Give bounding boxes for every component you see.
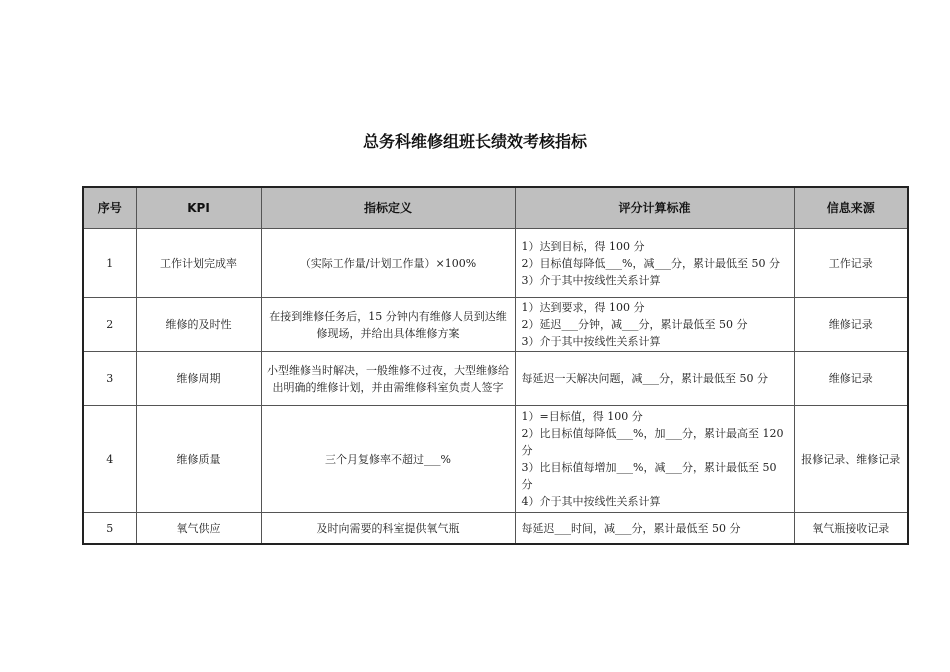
row-number: 3 [83,352,136,406]
kpi-definition: 及时向需要的科室提供氧气瓶 [261,513,515,545]
kpi-definition: 三个月复修率不超过___% [261,406,515,513]
criteria-line: 3）比目标值每增加___%，减___分，累计最低至 50 分 [521,461,777,491]
scoring-criteria [515,406,794,513]
criteria-line: 2）延迟___分钟，减___分，累计最低至 50 分 [521,318,748,331]
table-row [83,352,908,406]
scoring-criteria [515,298,794,352]
kpi-name: 维修的及时性 [136,298,261,352]
document-title: 总务科维修组班长绩效考核指标 [362,132,587,151]
row-number: 1 [83,229,136,298]
criteria-line: 1）达到目标，得 100 分 [521,239,645,253]
criteria-line: 4）介于其中按线性关系计算 [521,495,661,508]
criteria-line: 3）介于其中按线性关系计算 [521,273,661,287]
table-header-row [83,187,908,229]
scoring-criteria [515,352,794,406]
table-row [83,406,908,513]
header-kpi: KPI [136,187,261,229]
kpi-name: 工作计划完成率 [136,229,261,298]
scoring-criteria [515,229,794,298]
row-number: 2 [83,298,136,352]
criteria-line: 1）=目标值，得 100 分 [521,410,643,423]
criteria-line: 3）介于其中按线性关系计算 [521,335,661,348]
kpi-definition: 在接到维修任务后，15 分钟内有维修人员到达维修现场，并给出具体维修方案 [261,298,515,352]
table-row [83,298,908,352]
info-source: 工作记录 [794,229,908,298]
criteria-line: 每延迟___时间，减___分，累计最低至 50 分 [521,521,741,535]
header-definition: 指标定义 [261,187,515,229]
kpi-name: 维修质量 [136,406,261,513]
info-source: 报修记录、维修记录 [794,406,908,513]
kpi-definition: 小型维修当时解决，一般维修不过夜，大型维修给出明确的维修计划，并由需维修科室负责人签字 [261,352,515,406]
table-row [83,229,908,298]
info-source: 维修记录 [794,352,908,406]
criteria-line: 每延迟一天解决问题，减___分，累计最低至 50 分 [521,372,768,385]
header-criteria: 评分计算标准 [515,187,794,229]
criteria-line: 1）达到要求，得 100 分 [521,301,645,314]
criteria-line: 2）比目标值每降低___%，加___分，累计最高至 120 分 [521,427,784,457]
header-no: 序号 [83,187,136,229]
kpi-definition: （实际工作量/计划工作量）×100% [261,229,515,298]
kpi-name: 氧气供应 [136,513,261,545]
row-number: 4 [83,406,136,513]
scoring-criteria [515,513,794,545]
info-source: 维修记录 [794,298,908,352]
header-source: 信息来源 [794,187,908,229]
kpi-table [82,186,909,545]
table-row [83,513,908,545]
info-source: 氧气瓶接收记录 [794,513,908,545]
criteria-line: 2）目标值每降低___%，减___分，累计最低至 50 分 [521,256,780,270]
row-number: 5 [83,513,136,545]
kpi-name: 维修周期 [136,352,261,406]
